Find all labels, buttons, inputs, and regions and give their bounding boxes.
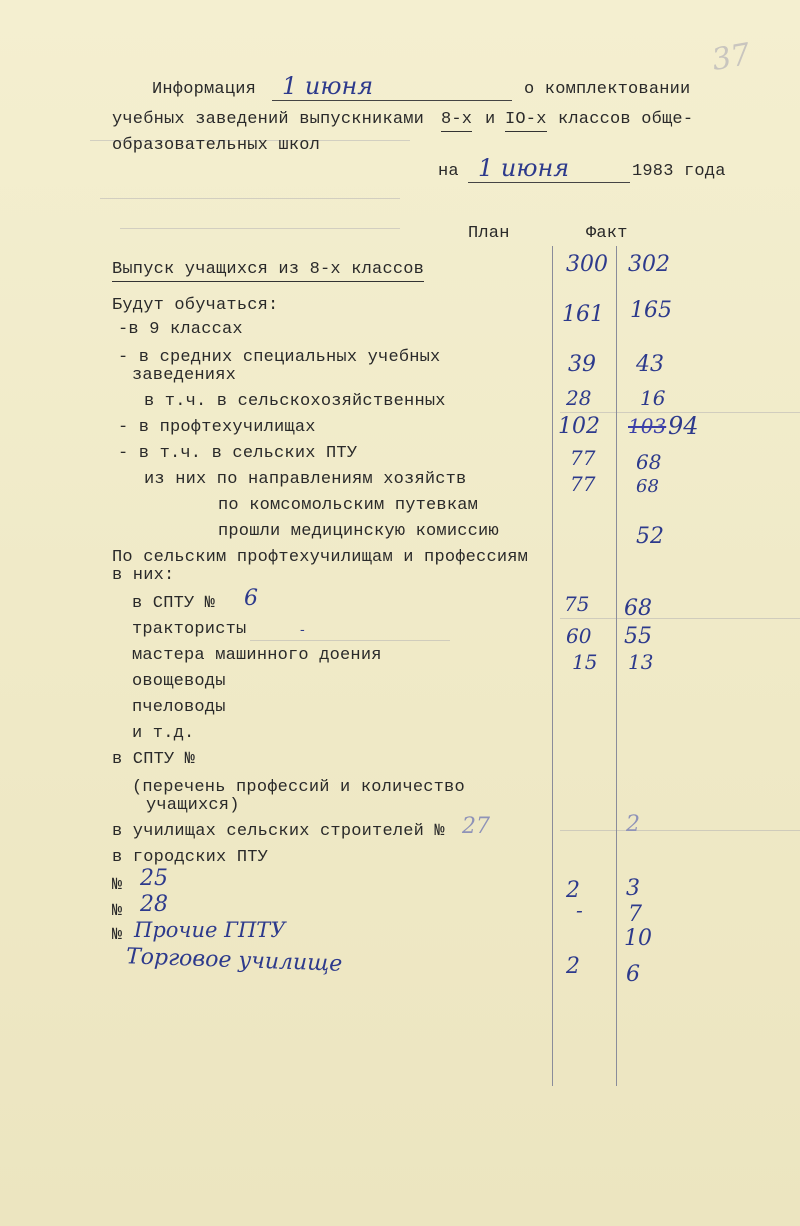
row-plan-value: 28 [566,386,592,410]
row-plan-value: 77 [570,446,596,470]
header-and: и [485,110,496,129]
row-fact-value: 68 [636,450,662,474]
header-year: 1983 года [632,162,726,181]
row-label: - в профтехучилищах [118,418,316,437]
header-date2-handwritten: 1 июня [478,154,570,182]
header-info-label: Информация [152,80,257,99]
row-plan-value: 161 [562,302,604,327]
header-grade-8: 8-х [441,110,472,132]
column-plan-header: План [468,224,510,243]
row-label: № [112,876,123,895]
row-fact-value: 165 [630,298,672,323]
row-fact-value: 68 [624,596,652,621]
row-fact-value: 52 [636,524,664,549]
row-label: - в т.ч. в сельских ПТУ [118,444,358,463]
row-label: в СПТУ № [132,594,216,613]
row-label-continued: в них: [112,566,175,585]
row-label-continued: учащихся) [146,796,240,815]
row-plan-value: 77 [570,472,596,496]
bleed-line [120,228,400,229]
row-plan-value: 300 [566,252,608,277]
bleed-line [100,198,400,199]
header-line3: образовательных школ [112,136,321,155]
row-label: № [112,902,123,921]
row-fact-value: 94 [668,412,699,440]
row-label: мастера машинного доения [132,646,382,665]
row-handwritten-note: 28 [140,892,168,917]
column-rule-left [552,246,553,1086]
row-label: в т.ч. в сельскохозяйственных [144,392,446,411]
row-fact-struck-value: 103 [628,414,667,438]
row-label: трактористы [132,620,247,639]
row-label: в городских ПТУ [112,848,269,867]
bleed-line [250,640,450,641]
header-date-blank [272,100,512,101]
row-label: - в средних специальных учебных [118,348,441,367]
stray-mark: - [300,622,305,638]
row-plan-value: 60 [566,624,592,648]
row-fact-value: 2 [626,812,640,837]
row-label: Будут обучаться: [112,296,279,315]
row-label: из них по направлениям хозяйств [144,470,467,489]
row-fact-value: 3 [626,876,640,901]
row-label: и т.д. [132,724,195,743]
row-plan-value: 75 [564,592,590,616]
bleed-line [560,830,800,831]
column-rule-right [616,246,617,1086]
row-label: (перечень профессий и количество [132,778,465,797]
row-handwritten-note: 25 [140,866,168,891]
row-handwritten-note: 27 [462,814,490,839]
row-label: овощеводы [132,672,226,691]
row-fact-value: 6 [626,962,640,987]
row-plan-value: 102 [558,414,600,439]
row-fact-value: 7 [628,902,642,927]
header-grade-10: IO-х [505,110,547,132]
row-plan-value: 39 [568,352,596,377]
row-plan-value: - [576,898,583,922]
corner-page-number: 37 [709,36,753,79]
row-label: пчеловоды [132,698,226,717]
row-label: № [112,926,123,945]
row-label: по комсомольским путевкам [218,496,479,515]
header-line2-end: классов обще- [558,110,694,129]
header-date-handwritten: 1 июня [282,72,374,100]
row-label: прошли медицинскую комиссию [218,522,499,541]
bleed-line [560,618,800,619]
row-label: Выпуск учащихся из 8-х классов [112,260,424,282]
row-fact-value: 43 [636,352,664,377]
row-label: По сельским профтехучилищам и профессиям [112,548,529,567]
row-fact-value: 16 [640,386,666,410]
row-fact-value: 10 [624,926,652,951]
header-date2-blank [468,182,630,183]
header-date-prefix: на [438,162,459,181]
row-fact-value: 55 [624,624,652,649]
row-plan-value: 15 [572,650,598,674]
row-label-continued: заведениях [132,366,237,385]
row-plan-value: 2 [566,878,580,903]
row-plan-value: 2 [566,954,580,979]
row-handwritten-note: Прочие ГПТУ [134,918,286,942]
row-handwritten-note: Торговое училище [125,944,343,977]
row-label: в СПТУ № [112,750,196,769]
header-line2-start: учебных заведений выпускниками [112,110,425,129]
header-info-tail: о комплектовании [524,80,691,99]
row-label: -в 9 классах [118,320,243,339]
row-fact-value: 13 [628,650,654,674]
row-fact-value: 302 [628,252,670,277]
row-handwritten-note: 6 [244,586,258,611]
row-fact-value: 68 [636,476,659,497]
row-label: в училищах сельских строителей № [112,822,445,841]
column-fact-header: Факт [586,224,628,243]
